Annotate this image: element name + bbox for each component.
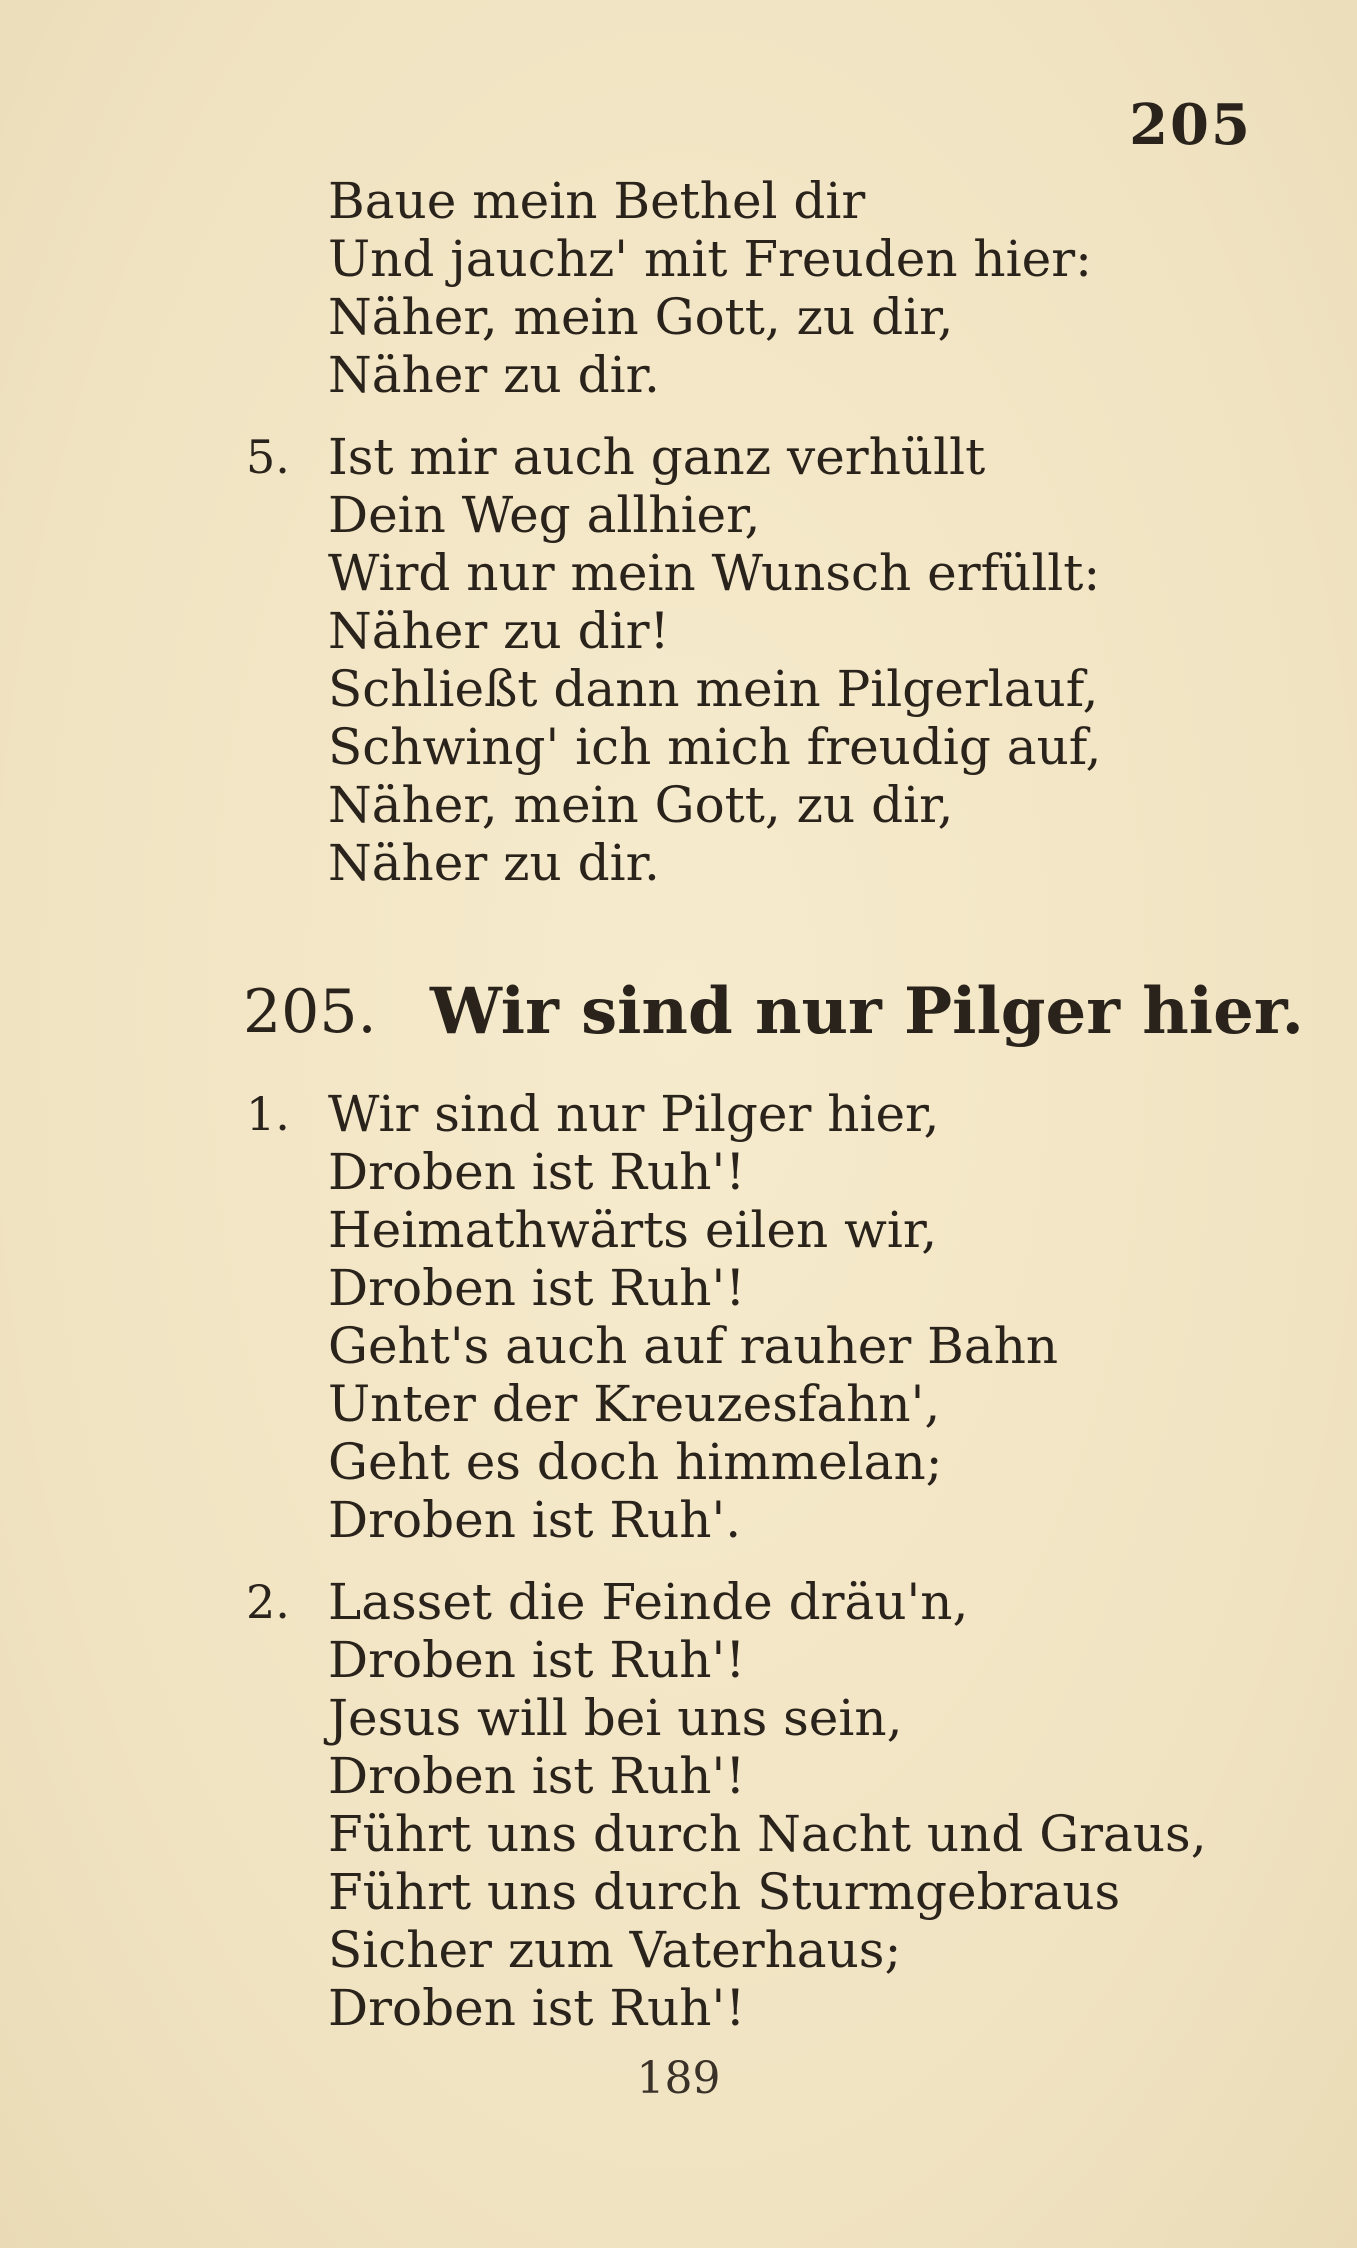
verse-line: Näher, mein Gott, zu dir, [328, 776, 954, 834]
page-number: 189 [636, 2053, 721, 2104]
verse-line: Dein Weg allhier, [328, 486, 761, 544]
verse-line: Näher zu dir. [328, 834, 660, 892]
verse-line: Droben ist Ruh'! [328, 1979, 746, 2037]
verse-line: Droben ist Ruh'! [328, 1747, 746, 1805]
hymn-title: Wir sind nur Pilger hier. [430, 974, 1304, 1049]
verse-number: 2. [246, 1575, 290, 1629]
verse-line: Schwing' ich mich freudig auf, [328, 718, 1102, 776]
verse-line: Führt uns durch Nacht und Graus, [328, 1805, 1207, 1863]
verse-line: Droben ist Ruh'! [328, 1143, 746, 1201]
verse-line: Baue mein Bethel dir [328, 172, 866, 230]
verse-line: Und jauchz' mit Freuden hier: [328, 230, 1092, 288]
verse-line: Führt uns durch Sturmgebraus [328, 1863, 1121, 1921]
running-head-hymn-number: 205 [1129, 92, 1252, 158]
verse-line: Näher zu dir. [328, 346, 660, 404]
verse-line: Ist mir auch ganz verhüllt [328, 428, 986, 486]
verse-line: Näher, mein Gott, zu dir, [328, 288, 954, 346]
verse-line: Heimathwärts eilen wir, [328, 1201, 938, 1259]
verse-line: Näher zu dir! [328, 602, 670, 660]
verse-line: Wir sind nur Pilger hier, [328, 1085, 940, 1143]
verse-line: Unter der Kreuzesfahn', [328, 1375, 941, 1433]
verse-number: 5. [246, 430, 290, 484]
verse-number: 1. [246, 1087, 290, 1141]
verse-line: Schließt dann mein Pilgerlauf, [328, 660, 1099, 718]
verse-line: Droben ist Ruh'. [328, 1491, 742, 1549]
verse-line: Sicher zum Vaterhaus; [328, 1921, 902, 1979]
verse-line: Lasset die Feinde dräu'n, [328, 1573, 969, 1631]
verse-line: Wird nur mein Wunsch erfüllt: [328, 544, 1101, 602]
verse-line: Geht es doch himmelan; [328, 1433, 943, 1491]
hymn-number: 205. [243, 977, 377, 1047]
verse-line: Jesus will bei uns sein, [328, 1689, 903, 1747]
verse-line: Droben ist Ruh'! [328, 1631, 746, 1689]
verse-line: Geht's auch auf rauher Bahn [328, 1317, 1059, 1375]
verse-line: Droben ist Ruh'! [328, 1259, 746, 1317]
